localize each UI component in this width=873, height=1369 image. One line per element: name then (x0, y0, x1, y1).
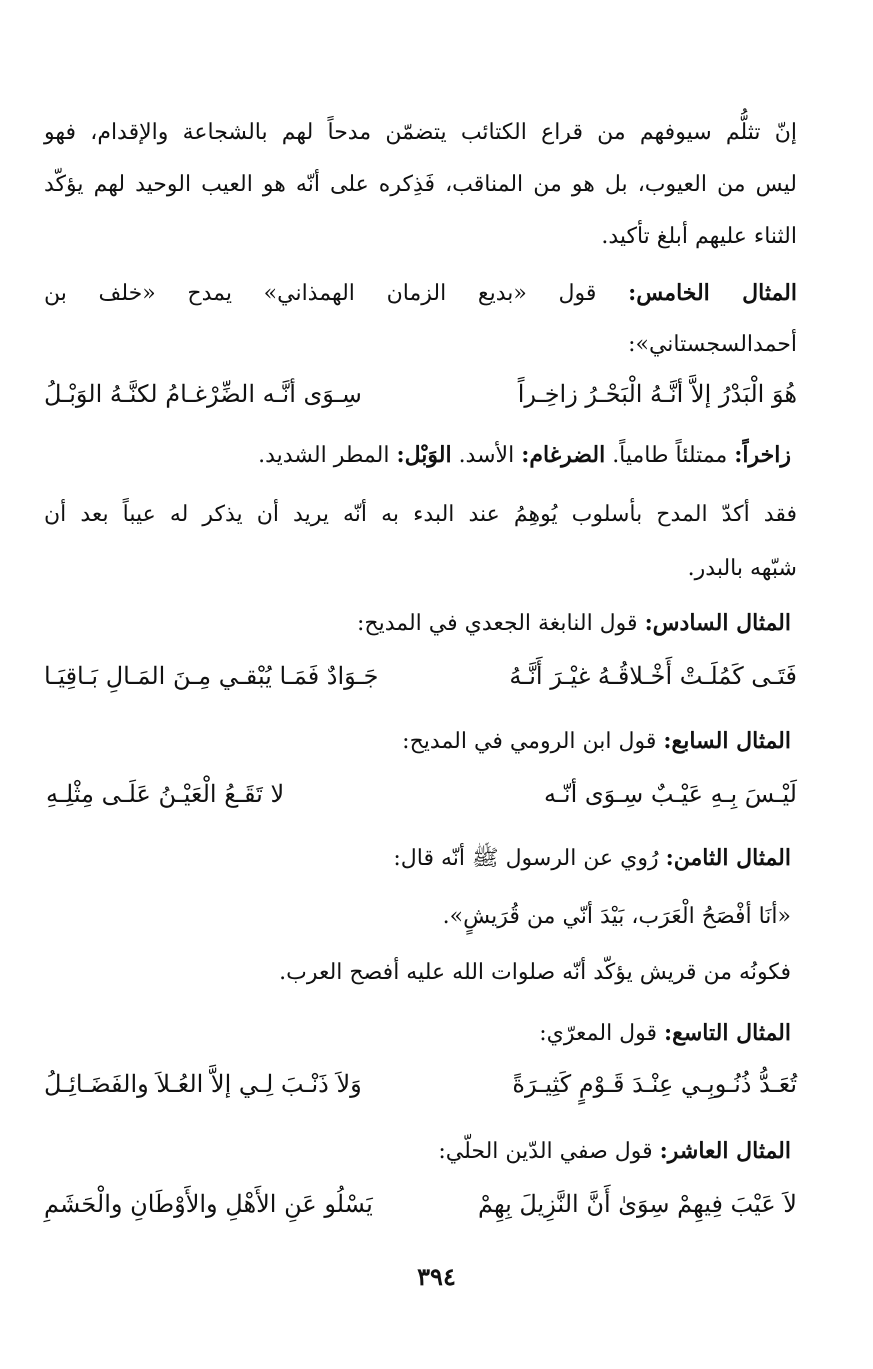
verse-second-hemistich: جَـوَادٌ فَمَـا يُبْقـي مِـنَ المَـالِ بَـاقِيَـا (44, 662, 379, 690)
paragraph-line: ليس من العيوب، بل هو من المناقب، فَذِكره على أنّه هو العيب الوحيد لهم يؤكّد (44, 172, 797, 197)
example-5-intro-continued: أحمدالسجستاني»: (628, 332, 797, 357)
example-7-intro (402, 726, 791, 757)
example-7-intro-text: قول ابن الرومي في المديح: (402, 729, 657, 754)
example-5-intro (44, 278, 797, 309)
verse-first-hemistich: تُعَـدُّ ذُنُـوبِـي عِنْـدَ قَـوْمٍ كَثِيـرَةً (512, 1070, 797, 1098)
example-8-comment: فكونُه من قريش يؤكّد أنّه صلوات الله عليه أفصح العرب. (279, 960, 791, 985)
example-5-glossary (258, 440, 791, 471)
page-number: ٣٩٤ (417, 1262, 456, 1291)
gloss-definition: الأسد. (458, 443, 515, 468)
example-8-intro-text: رُوي عن الرسول ﷺ أنّه قال: (393, 846, 659, 871)
verse-first-hemistich: لاَ عَيْبَ فِيهِمْ سِوَىٰ أَنَّ النَّزِيلَ بِهِمْ (478, 1190, 797, 1218)
example-10-heading: المثال العاشر: (659, 1138, 791, 1164)
example-7-heading: المثال السابع: (663, 728, 791, 754)
example-6-heading: المثال السادس: (644, 610, 791, 636)
verse-second-hemistich: لا تَقَـعُ الْعَيْـنُ عَلَـى مِثْلِـهِ (46, 780, 285, 808)
example-5-intro-text: قول «بديع الزمان الهمذاني» يمدح «خلف بن (44, 281, 597, 306)
verse-first-hemistich: هُوَ الْبَدْرُ إلاَّ أنَّـهُ الْبَحْـرُ زاخِـراً (517, 380, 797, 408)
example-8-intro (393, 843, 791, 874)
gloss-term: الضرغام: (521, 442, 606, 468)
example-9-heading: المثال التاسع: (664, 1020, 791, 1046)
example-7-verse (44, 774, 797, 814)
example-6-verse (44, 656, 797, 696)
example-5-comment-continued: شبّهه بالبدر. (687, 556, 797, 581)
example-8-hadith-quote: «أنَا أفْصَحُ الْعَرَب، بَيْدَ أنّي من قُرَيشٍ». (442, 904, 791, 929)
verse-second-hemistich: سِـوَى أنَّـه الضِّرْغـامُ لكنَّـهُ الوَبْـلُ (44, 380, 362, 408)
gloss-definition: ممتلئاً طامياً. (612, 443, 728, 468)
verse-second-hemistich: وَلاَ ذَنْـبَ لِـي إلاَّ العُـلاَ والفَضَـائِـلُ (44, 1070, 362, 1098)
example-5-heading: المثال الخامس: (628, 280, 797, 306)
example-9-intro-text: قول المعرّي: (539, 1021, 658, 1046)
example-5-comment: فقد أكدّ المدح بأسلوب يُوهِمُ عند البدء به أنّه يريد أن يذكر له عيباً بعد أن (44, 502, 798, 527)
example-10-verse (44, 1184, 797, 1224)
gloss-term: الوَبْل: (396, 442, 452, 468)
example-5-verse (44, 374, 797, 414)
paragraph-line: إنّ تثلُّم سيوفهم من قراع الكتائب يتضمّن مدحاً لهم بالشجاعة والإقدام، فهو (44, 120, 797, 145)
example-10-intro (438, 1136, 791, 1167)
verse-second-hemistich: يَسْلُو عَنِ الأَهْلِ والأَوْطَانِ والْحَشَمِ (44, 1190, 373, 1218)
example-10-intro-text: قول صفي الدّين الحلّي: (438, 1139, 653, 1164)
gloss-definition: المطر الشديد. (258, 443, 390, 468)
gloss-term: زاخراً: (734, 442, 791, 468)
example-8-heading: المثال الثامن: (665, 845, 791, 871)
verse-first-hemistich: لَيْـسَ بِـهِ عَيْـبٌ سِـوَى أنّـه (543, 780, 797, 808)
example-9-verse (44, 1064, 797, 1104)
example-6-intro-text: قول النابغة الجعدي في المديح: (356, 611, 638, 636)
paragraph-line: الثناء عليهم أبلغ تأكيد. (601, 224, 797, 249)
verse-first-hemistich: فَتَـى كَمُلَـتْ أَخْـلاقُـهُ غيْـرَ أَنَّـهُ (509, 662, 797, 690)
example-9-intro (539, 1018, 791, 1049)
example-6-intro (357, 608, 791, 639)
